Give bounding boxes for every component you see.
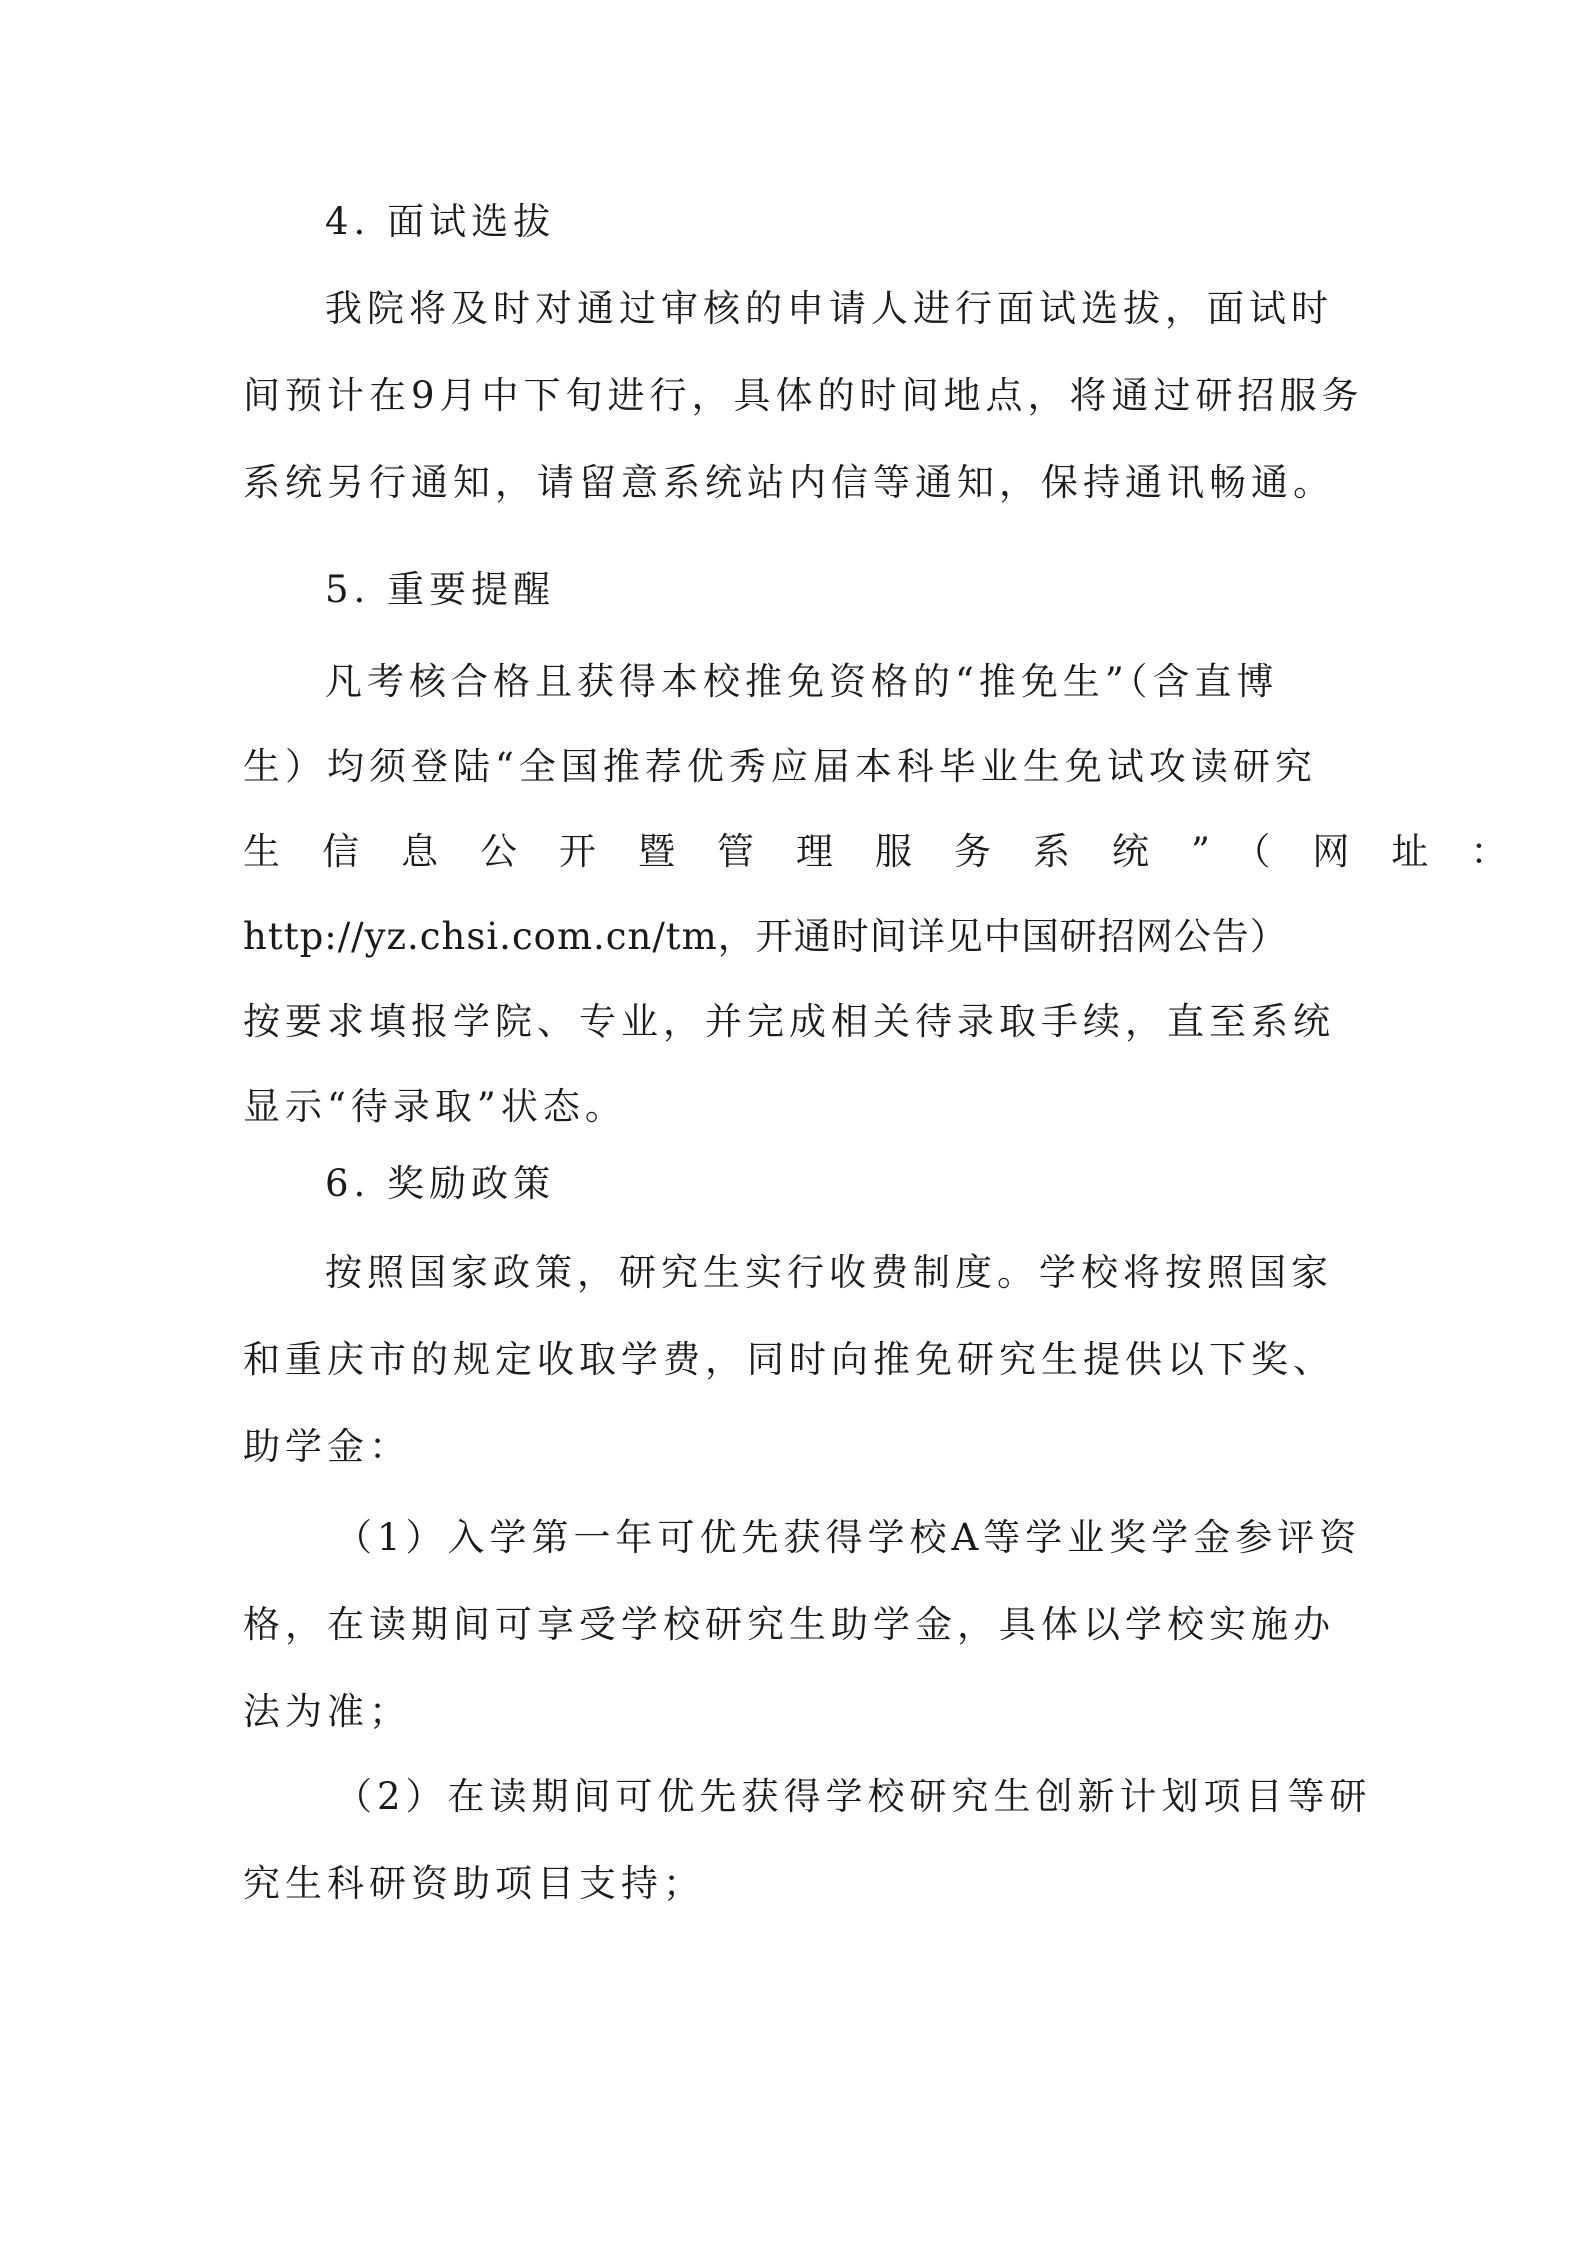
paragraph-line: http://yz.chsi.com.cn/tm，开通时间详见中国研招网公告） [243, 915, 1288, 958]
list-item-line: 格，在读期间可享受学校研究生助学金，具体以学校实施办 [243, 1603, 1335, 1646]
paragraph-line: 和重庆市的规定收取学费，同时向推免研究生提供以下奖、 [243, 1338, 1335, 1381]
paragraph-line: 显示“待录取”状态。 [243, 1085, 627, 1128]
list-item-line: （1）入学第一年可优先获得学校A等学业奖学金参评资 [335, 1516, 1362, 1559]
paragraph-line: 按照国家政策，研究生实行收费制度。学校将按照国家 [325, 1251, 1333, 1294]
list-item-line: 法为准； [243, 1690, 411, 1733]
paragraph-line: 生）均须登陆“全国推荐优秀应届本科毕业生免试攻读研究 [243, 745, 1317, 788]
section-heading: 4. 面试选拔 [325, 200, 556, 243]
paragraph-line: 系统另行通知，请留意系统站内信等通知，保持通讯畅通。 [243, 461, 1335, 504]
paragraph-line: 助学金： [243, 1425, 411, 1468]
paragraph-line: 按要求填报学院、专业，并完成相关待录取手续，直至系统 [243, 1000, 1335, 1043]
list-item-line: 究生科研资助项目支持； [243, 1862, 705, 1905]
section-heading: 5. 重要提醒 [325, 568, 556, 611]
paragraph-line: 生信息公开暨管理服务系统”（网址： [243, 830, 1550, 873]
section-heading: 6. 奖励政策 [325, 1162, 556, 1205]
paragraph-line: 我院将及时对通过审核的申请人进行面试选拔，面试时 [325, 287, 1333, 330]
list-item-line: （2）在读期间可优先获得学校研究生创新计划项目等研 [335, 1775, 1372, 1818]
paragraph-line: 间预计在9月中下旬进行，具体的时间地点，将通过研招服务 [243, 374, 1364, 417]
paragraph-line: 凡考核合格且获得本校推免资格的“推免生”（含直博 [325, 660, 1279, 703]
